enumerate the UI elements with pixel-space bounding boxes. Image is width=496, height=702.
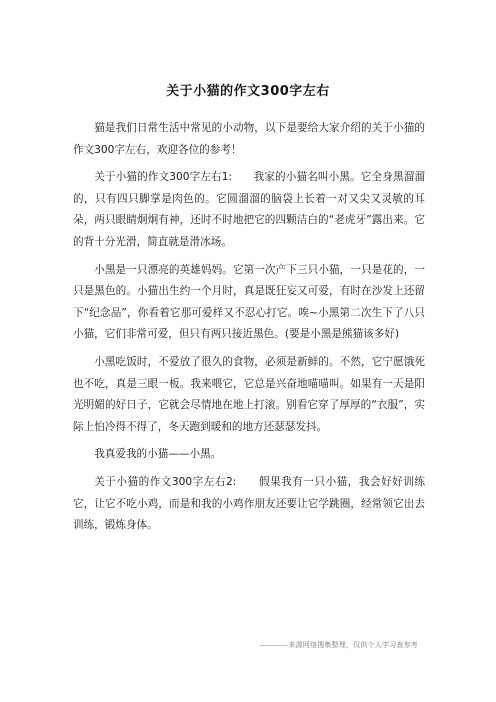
source-footer: ————来源网络搜集整理，仅供个人学习查参考 bbox=[259, 641, 418, 649]
paragraph-eating-habits: 小黑吃饭时，不爱放了很久的食物，必须是新鲜的。不然，它宁愿饿死也不吃，真是三眼一板。我来喂它，它总是兴奋地喵喵叫。如果有一天是阳光明媚的好日子，它就会尽情地在地上打滚。别看它穿了厚厚的“衣服”，实际上怕冷得不得了，冬天跑到暖和的地方还瑟瑟发抖。 bbox=[73, 355, 425, 433]
paragraph-essay2: 关于小猫的作文300字左右2: 假果我有一只小猫，我会好好训练它，让它不吃小鸡，而是和我的小鸡作朋友还要让它学跳圈，经常领它出去训练，锻炼身体。 bbox=[73, 475, 425, 532]
paragraph-love-cat: 我真爱我的小猫——小黑。 bbox=[94, 448, 222, 461]
paragraph-essay1-description: 关于小猫的作文300字左右1: 我家的小猫名叫小黑。它全身黑溜溜的，只有四只脚掌是肉色的。它圆溜溜的脑袋上长着一对又尖又灵敏的耳朵，两只眼睛炯炯有神，还时不时地把它的四颗洁白的“老虎牙”露出来。它的背十分光滑，简直就是滑冰场。 bbox=[73, 171, 425, 248]
paragraph-intro: 猫是我们日常生活中常见的小动物，以下是要给大家介绍的关于小猫的作文300字左右，欢迎各位的参考！ bbox=[73, 122, 425, 156]
document-title: 关于小猫的作文300字左右 bbox=[166, 84, 330, 99]
paragraph-hero-mother: 小黑是一只漂亮的英雄妈妈。它第一次产下三只小猫，一只是花的，一只是黑色的。小猫出生约一个月时，真是既狂妄又可爱，有时在沙发上还留下“纪念品”，你看着它那可爱样又不忍心打它。唉~小黑第二次生下了八只小猫，它们非常可爱，但只有两只接近黑色。(要是小黑是熊猫该多好) bbox=[73, 263, 425, 341]
document-body bbox=[73, 118, 425, 543]
